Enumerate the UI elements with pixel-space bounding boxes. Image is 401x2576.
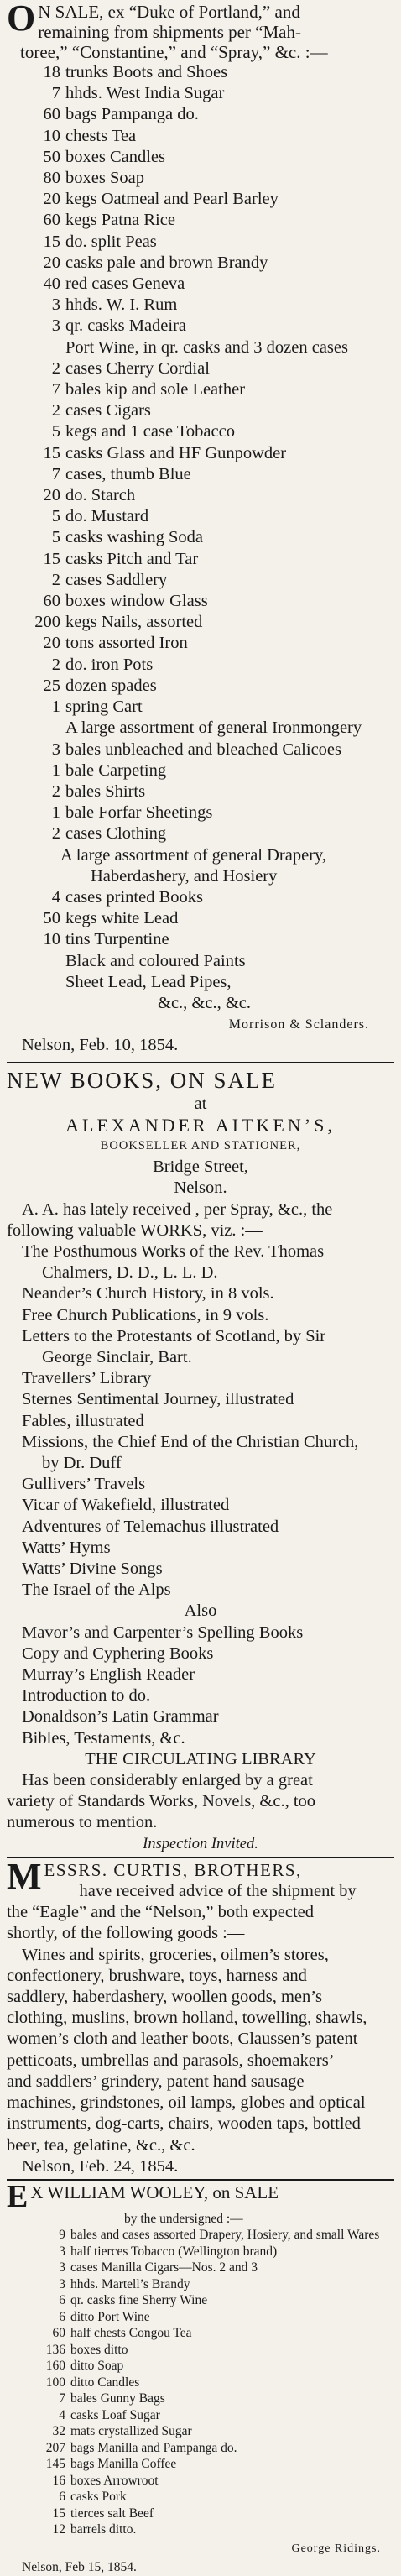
text-line: petticoats, umbrellas and parasols, shoemakers’ xyxy=(7,2051,335,2070)
item-quantity: 100 xyxy=(45,2375,65,2390)
merchant-signature: George Ridings. xyxy=(291,2542,381,2555)
goods-item xyxy=(7,549,394,570)
item-description: bale Forfar Sheetings xyxy=(65,803,213,823)
goods-item xyxy=(7,2375,394,2391)
item-description: qr. casks Madeira xyxy=(65,316,187,336)
goods-item xyxy=(7,485,394,506)
item-description: casks pale and brown Brandy xyxy=(65,253,268,272)
goods-item xyxy=(7,232,394,253)
curtis-brothers-advertisement xyxy=(7,1855,394,2177)
item-description: cases, thumb Blue xyxy=(65,464,191,483)
book-list xyxy=(7,1622,394,1749)
item-description: Sheet Lead, Lead Pipes, xyxy=(65,972,232,991)
text-line: Travellers’ Library xyxy=(22,1369,152,1388)
text-line: Bibles, Testaments, &c. xyxy=(22,1728,185,1748)
goods-item xyxy=(7,633,394,654)
goods-item xyxy=(7,2521,394,2538)
goods-item xyxy=(7,2473,394,2490)
item-description: do. Mustard xyxy=(65,507,149,526)
item-quantity: 3 xyxy=(51,295,60,315)
goods-item xyxy=(7,295,394,316)
item-description: cases Cherry Cordial xyxy=(65,358,210,378)
item-quantity: 20 xyxy=(43,486,60,505)
item-quantity: 10 xyxy=(43,930,60,949)
goods-item xyxy=(7,2391,394,2407)
item-description: hhds. Martell’s Brandy xyxy=(70,2276,190,2291)
lead-line: toree,” “Constantine,” and “Spray,” &c. :— xyxy=(20,42,328,62)
goods-item xyxy=(7,908,394,929)
etc-line: &c., &c., &c. xyxy=(158,993,252,1012)
item-quantity: 20 xyxy=(43,253,60,272)
item-description: cases Clothing xyxy=(65,824,167,844)
item-description: do. iron Pots xyxy=(65,655,154,674)
text-line: Vicar of Wakefield, illustrated xyxy=(22,1496,230,1515)
item-description: kegs Oatmeal and Pearl Barley xyxy=(65,190,279,209)
goods-item xyxy=(7,802,394,823)
goods-item xyxy=(7,168,394,189)
text-line: Donaldson’s Latin Grammar xyxy=(22,1707,219,1727)
item-description: bale Carpeting xyxy=(65,760,167,780)
goods-paragraph xyxy=(7,1945,394,2156)
text-line: Neander’s Church History, in 8 vols. xyxy=(22,1284,274,1304)
goods-list xyxy=(7,2227,394,2538)
text-line: Wines and spirits, groceries, oilmen’s stores, xyxy=(22,1945,329,1964)
item-quantity: 15 xyxy=(43,443,60,462)
item-description: casks washing Soda xyxy=(65,528,203,547)
item-quantity: 2 xyxy=(51,824,60,844)
item-quantity: 50 xyxy=(43,147,60,166)
text-line: Introduction to do. xyxy=(22,1686,151,1706)
goods-item xyxy=(7,2260,394,2276)
item-quantity: 10 xyxy=(43,126,60,145)
item-quantity: 1 xyxy=(51,760,60,780)
goods-item xyxy=(7,2358,394,2375)
item-quantity: 6 xyxy=(59,2309,65,2324)
item-description: bags Manilla and Pampanga do. xyxy=(70,2440,237,2455)
drapery-line: A large assortment of general Drapery, xyxy=(60,845,327,865)
item-quantity: 32 xyxy=(52,2424,65,2439)
item-quantity: 145 xyxy=(45,2457,65,2472)
item-quantity: 50 xyxy=(43,909,60,928)
item-quantity: 3 xyxy=(59,2276,65,2291)
goods-item xyxy=(7,147,394,168)
dateline: Nelson, Feb. 10, 1854. xyxy=(22,1036,179,1055)
goods-item xyxy=(7,2309,394,2326)
at-line: at xyxy=(194,1094,207,1113)
item-quantity: 40 xyxy=(43,274,60,294)
item-quantity: 60 xyxy=(43,592,60,611)
goods-item xyxy=(7,421,394,442)
item-quantity: 2 xyxy=(51,358,60,378)
text-line: and saddlers’ grindery, patent hand sausage xyxy=(7,2072,305,2091)
item-quantity: 136 xyxy=(45,2342,65,2357)
dateline: Nelson, Feb. 24, 1854. xyxy=(22,2156,179,2176)
william-wooley-sale-advertisement xyxy=(7,2178,394,2576)
item-quantity: 15 xyxy=(43,232,60,251)
goods-item xyxy=(7,464,394,485)
item-description: ditto Soap xyxy=(70,2359,124,2374)
goods-item xyxy=(7,443,394,464)
item-description: spring Cart xyxy=(65,698,143,717)
item-description: A large assortment of general Ironmongery xyxy=(65,718,362,738)
item-quantity: 18 xyxy=(43,63,60,81)
text-line: Watts’ Hyms xyxy=(22,1538,111,1557)
item-description: boxes Arrowroot xyxy=(70,2473,159,2488)
goods-item xyxy=(7,2342,394,2359)
item-description: do. split Peas xyxy=(65,232,157,251)
intro-line: A. A. has lately received , per Spray, &c., the xyxy=(22,1199,333,1219)
item-description: dozen spades xyxy=(65,676,157,695)
item-quantity: 7 xyxy=(51,84,60,103)
goods-item xyxy=(7,253,394,274)
also-line: Also xyxy=(184,1602,217,1621)
item-description: kegs and 1 case Tobacco xyxy=(65,422,235,442)
lead-line: have received advice of the shipment by xyxy=(79,1882,357,1901)
item-description: bales Shirts xyxy=(65,781,146,801)
library-text: Has been considerably enlarged by a great xyxy=(22,1771,313,1790)
goods-item xyxy=(7,951,394,972)
item-quantity: 7 xyxy=(51,380,60,400)
text-line: The Israel of the Alps xyxy=(22,1581,171,1600)
drop-cap: E xyxy=(7,2178,29,2214)
item-quantity: 2 xyxy=(51,570,60,589)
text-line: beer, tea, gelatine, &c., &c. xyxy=(7,2135,195,2155)
item-quantity: 60 xyxy=(43,105,60,124)
item-description: kegs white Lead xyxy=(65,909,179,928)
sale-advertisement-duke-of-portland xyxy=(7,0,394,1057)
goods-item xyxy=(7,2456,394,2473)
lead-line: shortly, of the following goods :— xyxy=(7,1924,245,1943)
text-line: Chalmers, D. D., L. L. D. xyxy=(42,1263,218,1283)
item-description: cases Saddlery xyxy=(65,570,168,589)
item-description: cases Cigars xyxy=(65,401,151,421)
ad-lead xyxy=(7,2,394,62)
goods-item xyxy=(7,62,394,83)
goods-item xyxy=(7,823,394,844)
lead-line: remaining from shipments per “Mah- xyxy=(38,22,301,42)
item-description: half chests Congou Tea xyxy=(70,2326,192,2341)
item-description: ditto Port Wine xyxy=(70,2309,150,2324)
item-quantity: 12 xyxy=(52,2522,65,2537)
item-description: tins Turpentine xyxy=(65,930,169,949)
item-description: bales and cases assorted Drapery, Hosiery, and small Wares xyxy=(70,2228,380,2243)
text-line: Murray’s English Reader xyxy=(22,1665,195,1685)
inspection-notice: Inspection Invited. xyxy=(143,1835,258,1852)
library-text: numerous to mention. xyxy=(7,1813,158,1832)
item-description: qr. casks fine Sherry Wine xyxy=(70,2293,208,2308)
book-list xyxy=(7,1241,394,1601)
item-description: bags Pampanga do. xyxy=(65,105,199,124)
item-description: half tierces Tobacco (Wellington brand) xyxy=(70,2244,278,2259)
goods-item xyxy=(7,760,394,781)
item-quantity: 15 xyxy=(43,549,60,568)
text-line: Free Church Publications, in 9 vols. xyxy=(22,1305,269,1325)
item-quantity: 4 xyxy=(59,2407,65,2422)
goods-item xyxy=(7,210,394,231)
item-description: chests Tea xyxy=(65,126,137,145)
lead-line: N SALE, ex “Duke of Portland,” and xyxy=(38,2,300,22)
item-description: tons assorted Iron xyxy=(65,634,188,653)
item-description: mats crystallized Sugar xyxy=(70,2424,192,2439)
text-line: Missions, the Chief End of the Christian Church, xyxy=(22,1432,359,1451)
item-description: boxes Candles xyxy=(65,147,165,166)
item-quantity: 5 xyxy=(51,507,60,526)
bookseller-name: ALEXANDER AITKEN’S, xyxy=(65,1114,336,1136)
goods-item xyxy=(7,887,394,908)
goods-item xyxy=(7,379,394,400)
item-description: do. Starch xyxy=(65,486,136,505)
item-quantity: 60 xyxy=(52,2326,65,2341)
ad-heading: X WILLIAM WOOLEY, on SALE xyxy=(30,2182,279,2202)
item-description: Black and coloured Paints xyxy=(65,951,246,970)
goods-item xyxy=(7,781,394,802)
item-description: hhds. W. I. Rum xyxy=(65,295,178,315)
item-quantity: 80 xyxy=(43,169,60,188)
item-quantity: 1 xyxy=(51,698,60,717)
item-quantity: 160 xyxy=(45,2359,65,2374)
item-description: tierces salt Beef xyxy=(70,2505,154,2521)
item-description: hhds. West India Sugar xyxy=(65,84,225,103)
item-description: casks Pork xyxy=(70,2490,127,2505)
goods-item xyxy=(7,2505,394,2522)
text-line: Copy and Cyphering Books xyxy=(22,1643,214,1663)
text-line: Sternes Sentimental Journey, illustrated xyxy=(22,1390,294,1409)
item-description: cases Manilla Cigars—Nos. 2 and 3 xyxy=(70,2260,258,2276)
goods-item xyxy=(7,126,394,147)
goods-item xyxy=(7,2423,394,2440)
item-description: barrels ditto. xyxy=(70,2522,137,2537)
text-line: Watts’ Divine Songs xyxy=(22,1560,163,1579)
book-sale-advertisement xyxy=(7,1063,394,1855)
goods-item xyxy=(7,2244,394,2260)
item-quantity: 2 xyxy=(51,781,60,801)
text-line: Mavor’s and Carpenter’s Spelling Books xyxy=(22,1622,304,1642)
item-quantity: 3 xyxy=(51,739,60,759)
drop-cap: O xyxy=(7,0,36,39)
item-quantity: 3 xyxy=(59,2260,65,2276)
goods-item xyxy=(7,2292,394,2309)
goods-item xyxy=(7,337,394,358)
goods-item xyxy=(7,2227,394,2244)
goods-item xyxy=(7,83,394,104)
goods-list xyxy=(7,887,394,993)
item-quantity: 7 xyxy=(59,2391,65,2406)
item-quantity: 7 xyxy=(51,464,60,483)
goods-item xyxy=(7,2276,394,2293)
item-description: casks Pitch and Tar xyxy=(65,549,199,568)
item-description: bales unbleached and bleached Calicoes xyxy=(65,739,341,759)
goods-item xyxy=(7,274,394,295)
goods-item xyxy=(7,676,394,697)
text-line: instruments, dog-carts, chairs, wooden taps, bottled xyxy=(7,2114,361,2134)
item-description: casks Loaf Sugar xyxy=(70,2407,160,2422)
goods-item xyxy=(7,2407,394,2424)
goods-item xyxy=(7,527,394,548)
dateline: Nelson, Feb 15, 1854. xyxy=(22,2560,137,2575)
goods-item xyxy=(7,655,394,676)
item-quantity: 25 xyxy=(43,676,60,695)
goods-item xyxy=(7,972,394,993)
text-line: clothing, muslins, brown holland, towelling, shawls, xyxy=(7,2009,367,2028)
goods-item xyxy=(7,591,394,612)
item-quantity: 2 xyxy=(51,655,60,674)
text-line: Gullivers’ Travels xyxy=(22,1475,146,1494)
sub-heading: by the undersigned :— xyxy=(124,2211,243,2226)
text-line: machines, grindstones, oil lamps, globes and optical xyxy=(7,2093,366,2113)
library-text: variety of Standards Works, Novels, &c., too xyxy=(7,1792,316,1811)
item-quantity: 5 xyxy=(51,528,60,547)
town-line: Nelson. xyxy=(174,1178,227,1198)
ad-heading: ESSRS. CURTIS, BROTHERS, xyxy=(44,1859,302,1880)
goods-item xyxy=(7,718,394,739)
item-quantity: 15 xyxy=(52,2505,65,2521)
goods-item xyxy=(7,570,394,591)
item-quantity: 207 xyxy=(45,2440,65,2455)
goods-item xyxy=(7,2325,394,2342)
goods-item xyxy=(7,697,394,718)
item-quantity: 200 xyxy=(34,613,60,632)
item-quantity: 4 xyxy=(51,887,60,907)
goods-item xyxy=(7,189,394,210)
item-description: bales kip and sole Leather xyxy=(65,380,246,400)
text-line: women’s cloth and leather boots, Claussen’s patent xyxy=(7,2030,358,2049)
goods-item xyxy=(7,358,394,379)
text-line: Fables, illustrated xyxy=(22,1411,144,1430)
goods-item xyxy=(7,2489,394,2505)
item-description: kegs Patna Rice xyxy=(65,211,175,230)
text-line: The Posthumous Works of the Rev. Thomas xyxy=(22,1241,325,1261)
goods-item xyxy=(7,612,394,633)
ad-heading: NEW BOOKS, ON SALE xyxy=(7,1067,278,1093)
item-quantity: 1 xyxy=(51,803,60,823)
text-line: confectionery, brushware, toys, harness and xyxy=(7,1966,307,1985)
street-line: Bridge Street, xyxy=(153,1157,248,1177)
item-description: kegs Nails, assorted xyxy=(65,613,203,632)
text-line: Adventures of Telemachus illustrated xyxy=(22,1517,279,1536)
drop-cap: M xyxy=(7,1855,42,1897)
text-line: by Dr. Duff xyxy=(42,1454,122,1472)
item-quantity: 6 xyxy=(59,2490,65,2505)
goods-item xyxy=(7,316,394,337)
item-description: bags Manilla Coffee xyxy=(70,2457,177,2472)
goods-item xyxy=(7,2440,394,2457)
item-quantity: 20 xyxy=(43,634,60,653)
drapery-line: Haberdashery, and Hosiery xyxy=(91,866,278,886)
item-description: Port Wine, in qr. casks and 3 dozen cases xyxy=(65,337,348,357)
item-description: ditto Candles xyxy=(70,2375,140,2390)
goods-item xyxy=(7,739,394,760)
item-description: boxes window Glass xyxy=(65,592,208,611)
merchant-signature: Morrison & Sclanders. xyxy=(228,1017,369,1032)
item-description: bales Gunny Bags xyxy=(70,2391,165,2406)
item-quantity: 9 xyxy=(59,2228,65,2243)
goods-item xyxy=(7,104,394,125)
item-quantity: 20 xyxy=(43,190,60,209)
goods-list xyxy=(7,62,394,845)
item-description: trunks Boots and Shoes xyxy=(65,63,228,81)
text-line: saddlery, haberdashery, woollen goods, men’s xyxy=(7,1988,322,2007)
item-quantity: 2 xyxy=(51,401,60,421)
item-description: boxes ditto xyxy=(70,2342,128,2357)
item-quantity: 60 xyxy=(43,211,60,230)
bookseller-trade: BOOKSELLER AND STATIONER, xyxy=(100,1138,301,1152)
text-line: Letters to the Protestants of Scotland, by Sir xyxy=(22,1326,326,1345)
item-quantity: 3 xyxy=(51,316,60,336)
goods-item xyxy=(7,400,394,421)
library-heading: THE CIRCULATING LIBRARY xyxy=(85,1749,316,1769)
text-line: George Sinclair, Bart. xyxy=(42,1347,192,1366)
lead-line: the “Eagle” and the “Nelson,” both expected xyxy=(7,1903,314,1922)
item-description: red cases Geneva xyxy=(65,274,185,294)
item-quantity: 5 xyxy=(51,422,60,442)
item-quantity: 6 xyxy=(59,2293,65,2308)
item-quantity: 3 xyxy=(59,2244,65,2259)
goods-item xyxy=(7,929,394,950)
item-description: cases printed Books xyxy=(65,887,203,907)
goods-item xyxy=(7,506,394,527)
item-description: boxes Soap xyxy=(65,169,144,188)
item-quantity: 16 xyxy=(52,2473,65,2488)
item-description: casks Glass and HF Gunpowder xyxy=(65,443,287,462)
intro-line: following valuable WORKS, viz. :— xyxy=(7,1220,263,1240)
